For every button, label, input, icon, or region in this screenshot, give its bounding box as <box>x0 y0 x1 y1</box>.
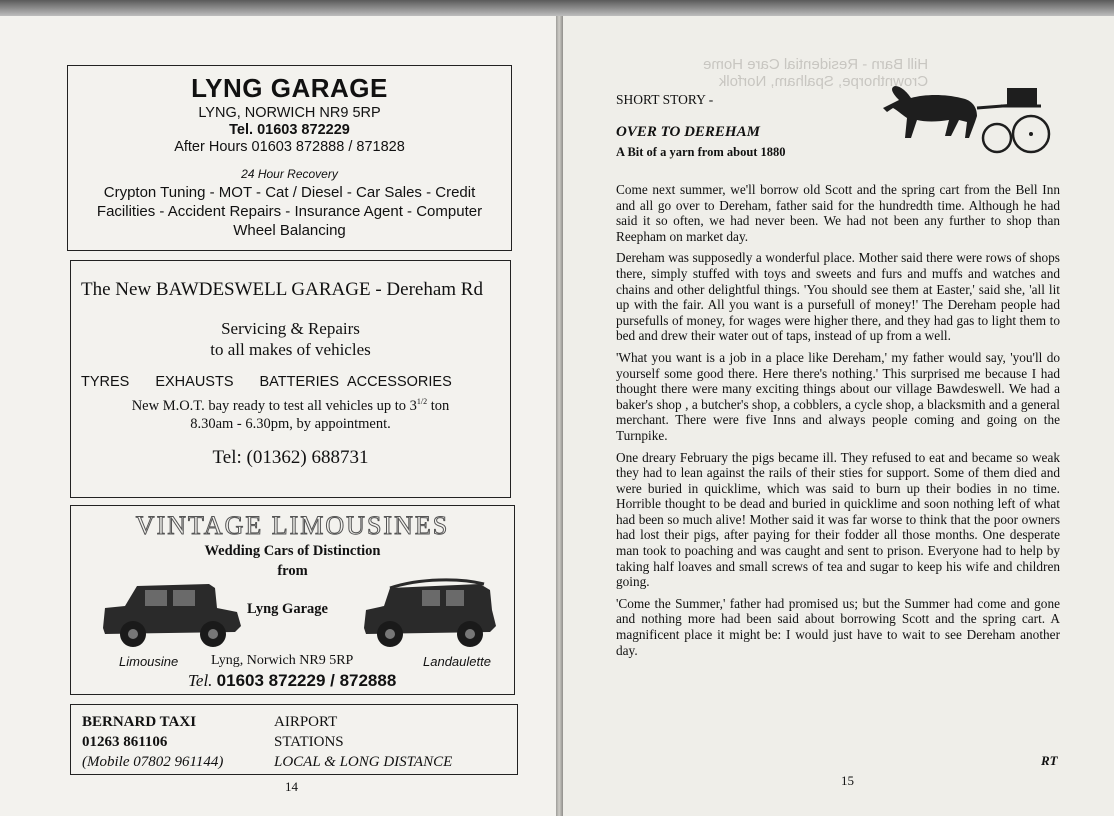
taxi-phone: 01263 861106 <box>82 734 168 750</box>
vintage-limousine-label: Limousine <box>119 654 179 669</box>
story-subtitle: A Bit of a yarn from about 1880 <box>616 145 786 159</box>
bawdeswell-tel: Tel: (01362) 688731 <box>212 446 369 468</box>
lyng-garage-title: LYNG GARAGE <box>191 73 388 103</box>
vintage-address: Lyng, Norwich NR9 5RP <box>211 653 354 668</box>
section-label: SHORT STORY - <box>616 92 714 107</box>
story-paragraph: 'What you want is a job in a place like Dereham,' my father would say, 'you'll do yourself some good there. Here there's nothing.' This surprised me because I had thought there were many exciting things about our village Bawdeswell. We had a baker's shop , a butcher's shop, a cobblers, a cycle shop, a blacksmith and a general merchant. There were five Inns and always people coming and going on the Turnpike. <box>616 349 1060 443</box>
lyng-garage-ad <box>67 65 512 251</box>
bawdeswell-item: ACCESSORIES <box>347 374 452 390</box>
bawdeswell-hours: 8.30am - 6.30pm, by appointment. <box>190 415 391 432</box>
story-title: OVER TO DEREHAM <box>616 124 760 140</box>
taxi-airport: AIRPORT <box>274 714 338 730</box>
book-gutter <box>556 16 563 816</box>
bawdeswell-heading <box>81 279 510 301</box>
vintage-garage: Lyng Garage <box>247 601 328 617</box>
bawdeswell-heading-name: BAWDESWELL GARAGE <box>155 279 371 300</box>
lyng-garage-recovery: 24 Hour Recovery <box>241 167 338 181</box>
taxi-contact <box>82 712 223 772</box>
taxi-distance: LOCAL & LONG DISTANCE <box>274 754 453 770</box>
horse-and-cart-icon <box>881 82 1053 158</box>
bawdeswell-items <box>81 374 510 390</box>
story-paragraph: Dereham was supposedly a wonderful place. Mother said there were rows of shops there, simply stuffed with toys and sweets and furs and muffs and watches and chains and other delightful things. 'You should see them at Easter,' said she, 'all lit up with the fair. All you want is a pursefull of money!' The Dereham people had pursefulls of money, for wages were higher there, and they had gas to light them to bed and drew their water out of taps, instead of up from a well. <box>616 250 1060 344</box>
page-number-right: 15 <box>841 773 854 788</box>
lyng-garage-after-hours: After Hours 01603 872888 / 871828 <box>174 139 405 155</box>
show-through-line: Crownthorpe, Spalham, Norfolk <box>718 73 929 90</box>
scan-edge <box>0 0 1114 16</box>
bawdeswell-mot-unit: ton <box>427 397 450 414</box>
bawdeswell-item: BATTERIES <box>259 374 340 390</box>
taxi-stations: STATIONS <box>274 734 344 750</box>
vintage-landaulette-label: Landaulette <box>423 654 491 669</box>
bawdeswell-mot <box>71 397 510 415</box>
vintage-wedding: Wedding Cars of Distinction <box>204 543 381 559</box>
bawdeswell-service-line-2: to all makes of vehicles <box>210 340 371 359</box>
bawdeswell-heading-suffix: - Dereham Rd <box>370 279 483 300</box>
lyng-garage-services: Crypton Tuning - MOT - Cat / Diesel - Car Sales - Credit Facilities - Accident Repairs - Insurance Agent - Computer Wheel Balancing <box>96 184 483 239</box>
taxi-name: BERNARD TAXI <box>82 714 197 730</box>
taxi-mobile: (Mobile 07802 961144) <box>82 754 224 770</box>
lyng-garage-address: LYNG, NORWICH NR9 5RP <box>198 105 381 121</box>
limousine-car-icon <box>97 578 245 650</box>
story-paragraph: One dreary February the pigs became ill. They refused to eat and became so weak they had to lean against the rails of their sties for support. Some of them died and were buried in quicklime, which was said to burn up their bodies in no time. Horrible thought to be dead and buried in quicklime and soon nothing left of what had been so much alive! Mother said it was far worse to think that the poor owners had lost their pigs, after paying for their fodder all those months. One desperate man took to poaching and was caught and sent to prison. Everyone had to help by taking half loaves and small screws of tea and sugar to keep his wife and children going. <box>616 449 1060 590</box>
bawdeswell-item: TYRES <box>81 374 130 390</box>
bernard-taxi-ad <box>70 704 518 775</box>
vintage-title: VINTAGE LIMOUSINES <box>135 511 450 540</box>
bawdeswell-item: EXHAUSTS <box>155 374 234 390</box>
vintage-tel-number: 01603 872229 / 872888 <box>216 671 397 690</box>
vintage-limousines-ad <box>70 505 515 695</box>
landaulette-car-icon <box>360 576 500 652</box>
left-page <box>0 16 556 816</box>
vintage-tel <box>188 671 396 691</box>
lyng-garage-tel: Tel. 01603 872229 <box>229 122 350 138</box>
bawdeswell-mot-fraction: 1/2 <box>416 397 428 406</box>
page-number-left: 14 <box>285 779 298 794</box>
bawdeswell-mot-text: New M.O.T. bay ready to test all vehicles up to 3 <box>131 397 417 414</box>
vintage-tel-prefix: Tel. <box>188 671 217 690</box>
show-through-line: Hill Barn - Residential Care Home <box>703 56 929 73</box>
story-body <box>616 182 1060 664</box>
author-initials: RT <box>1041 753 1058 768</box>
bawdeswell-garage-ad <box>70 260 511 498</box>
right-page <box>563 16 1114 816</box>
story-paragraph: 'Come the Summer,' father had promised us; but the Summer had come and gone and nothing more had been said about borrowing Scott and the spring cart. A magnificent place it might be: I would just have to wait to see Dereham another day. <box>616 595 1060 658</box>
story-paragraph: Come next summer, we'll borrow old Scott and the spring cart from the Bell Inn and all go over to Dereham, father said for the hundredth time. Although he had said it so often, we had never been. We had not been any further to shop than Reepham on market day. <box>616 182 1060 244</box>
bawdeswell-service-line-1: Servicing & Repairs <box>221 319 360 338</box>
taxi-services <box>274 712 452 772</box>
bawdeswell-heading-prefix: The New <box>81 279 156 300</box>
vintage-from: from <box>277 563 308 579</box>
